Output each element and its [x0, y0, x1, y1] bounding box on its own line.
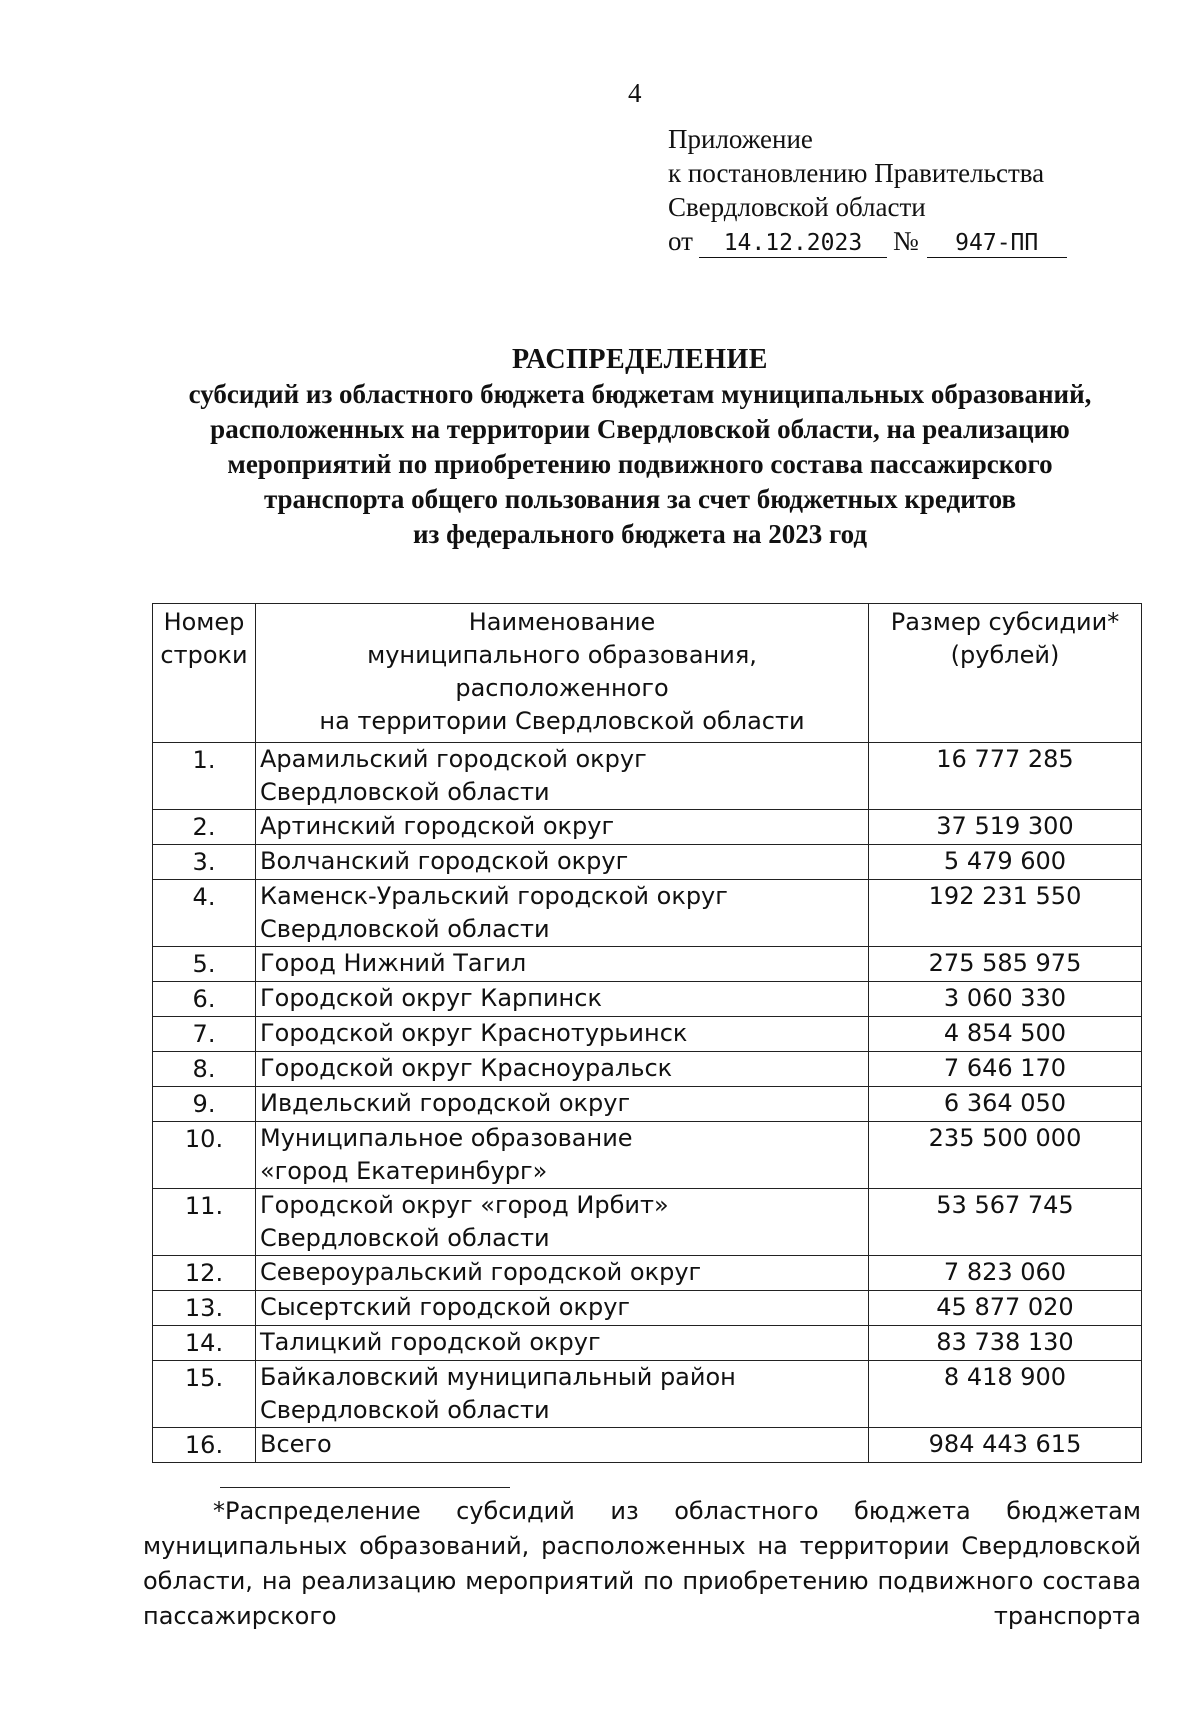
row-number: 5. — [153, 947, 256, 982]
header-subsidy-line-2: (рублей) — [950, 641, 1060, 669]
row-number: 2. — [153, 810, 256, 845]
resolution-number: 947-ПП — [927, 230, 1067, 258]
municipality-name-line-1: Североуральский городской округ — [260, 1258, 702, 1286]
appendix-dateline — [668, 224, 1067, 258]
appendix-line-3: Свердловской области — [668, 192, 926, 222]
municipality-name — [256, 810, 869, 845]
municipality-name — [256, 1122, 869, 1189]
table-row — [153, 1189, 1142, 1256]
header-municipality-line-2: муниципального образования, расположенного — [367, 641, 757, 702]
municipality-name-line-1: Городской округ Красноуральск — [260, 1054, 673, 1082]
municipality-name-line-1: Городской округ Карпинск — [260, 984, 602, 1012]
table-row — [153, 810, 1142, 845]
title-line-5: из федерального бюджета на 2023 год — [412, 519, 867, 549]
appendix-line-1: Приложение — [668, 124, 813, 154]
municipality-name — [256, 1052, 869, 1087]
subsidy-amount: 7 646 170 — [869, 1052, 1142, 1087]
table-row — [153, 1326, 1142, 1361]
subsidy-amount: 83 738 130 — [869, 1326, 1142, 1361]
table-row — [153, 845, 1142, 880]
appendix-block — [668, 122, 1067, 258]
subsidy-amount: 984 443 615 — [869, 1428, 1142, 1463]
table-row — [153, 880, 1142, 947]
municipality-name-line-1: Город Нижний Тагил — [260, 949, 527, 977]
title-line-3: мероприятий по приобретению подвижного состава пассажирского — [227, 449, 1053, 479]
subsidy-amount: 275 585 975 — [869, 947, 1142, 982]
municipality-name-line-1: Городской округ «город Ирбит» — [260, 1191, 669, 1219]
subsidy-amount: 53 567 745 — [869, 1189, 1142, 1256]
row-number: 7. — [153, 1017, 256, 1052]
header-municipality — [256, 604, 869, 743]
header-row-number — [153, 604, 256, 743]
municipality-name-line-2: Свердловской области — [260, 778, 550, 806]
municipality-name-line-1: Сысертский городской округ — [260, 1293, 631, 1321]
table-row — [153, 1291, 1142, 1326]
subsidy-amount: 5 479 600 — [869, 845, 1142, 880]
municipality-name — [256, 1189, 869, 1256]
table-row — [153, 1256, 1142, 1291]
municipality-name — [256, 845, 869, 880]
municipality-name-line-1: Всего — [260, 1430, 332, 1458]
table-row — [153, 1428, 1142, 1463]
row-number: 15. — [153, 1361, 256, 1428]
municipality-name-line-1: Городской округ Краснотурьинск — [260, 1019, 688, 1047]
subsidy-amount: 16 777 285 — [869, 743, 1142, 810]
row-number: 9. — [153, 1087, 256, 1122]
subsidy-amount: 45 877 020 — [869, 1291, 1142, 1326]
table-row — [153, 1122, 1142, 1189]
municipality-name — [256, 880, 869, 947]
footnote-rule — [220, 1487, 510, 1488]
municipality-name — [256, 1017, 869, 1052]
municipality-name-line-1: Талицкий городской округ — [260, 1328, 601, 1356]
page-number: 4 — [628, 78, 642, 108]
header-municipality-line-3: на территории Свердловской области — [319, 707, 805, 735]
title-line-2: расположенных на территории Свердловской области, на реализацию — [210, 414, 1070, 444]
row-number: 3. — [153, 845, 256, 880]
municipality-name — [256, 982, 869, 1017]
row-number: 14. — [153, 1326, 256, 1361]
municipality-name — [256, 1087, 869, 1122]
table-body — [153, 743, 1142, 1463]
municipality-name-line-1: Арамильский городской округ — [260, 745, 647, 773]
title-line-4: транспорта общего пользования за счет бюджетных кредитов — [263, 484, 1017, 514]
header-subsidy-line-1: Размер субсидии* — [890, 608, 1120, 636]
municipality-name-line-1: Муниципальное образование — [260, 1124, 633, 1152]
footnote: *Распределение субсидий из областного бюджета бюджетам муниципальных образований, расположенных на территории Свердловской области, на реализацию мероприятий по приобретению подвижного состава пассажирского транспорта — [143, 1497, 1141, 1630]
number-label: № — [892, 226, 919, 256]
header-row-number-line-1: Номер — [163, 608, 245, 636]
table-row — [153, 947, 1142, 982]
municipality-name-line-2: «город Екатеринбург» — [260, 1157, 548, 1185]
table-row — [153, 1052, 1142, 1087]
row-number: 13. — [153, 1291, 256, 1326]
municipality-name — [256, 1291, 869, 1326]
table-row — [153, 982, 1142, 1017]
subsidy-amount: 6 364 050 — [869, 1087, 1142, 1122]
table-row — [153, 1087, 1142, 1122]
subsidy-amount: 3 060 330 — [869, 982, 1142, 1017]
municipality-name-line-1: Байкаловский муниципальный район — [260, 1363, 736, 1391]
municipality-name-line-1: Ивдельский городской округ — [260, 1089, 631, 1117]
resolution-date: 14.12.2023 — [699, 230, 887, 258]
row-number: 10. — [153, 1122, 256, 1189]
municipality-name-line-1: Артинский городской округ — [260, 812, 615, 840]
row-number: 8. — [153, 1052, 256, 1087]
title-line-1: субсидий из областного бюджета бюджетам муниципальных образований, — [188, 379, 1092, 409]
table-row — [153, 743, 1142, 810]
municipality-name-line-1: Каменск-Уральский городской округ — [260, 882, 728, 910]
row-number: 12. — [153, 1256, 256, 1291]
subsidy-amount: 8 418 900 — [869, 1361, 1142, 1428]
municipality-name-line-2: Свердловской области — [260, 915, 550, 943]
from-label: от — [668, 226, 693, 256]
subsidy-amount: 235 500 000 — [869, 1122, 1142, 1189]
distribution-table — [152, 603, 1142, 1463]
subsidy-amount: 37 519 300 — [869, 810, 1142, 845]
municipality-name — [256, 1326, 869, 1361]
subsidy-amount: 192 231 550 — [869, 880, 1142, 947]
municipality-name — [256, 1361, 869, 1428]
row-number: 6. — [153, 982, 256, 1017]
municipality-name — [256, 947, 869, 982]
subsidy-amount: 4 854 500 — [869, 1017, 1142, 1052]
document-title — [0, 342, 1200, 552]
subsidy-amount: 7 823 060 — [869, 1256, 1142, 1291]
header-municipality-line-1: Наименование — [468, 608, 656, 636]
municipality-name — [256, 743, 869, 810]
municipality-name-line-2: Свердловской области — [260, 1224, 550, 1252]
municipality-name — [256, 1428, 869, 1463]
row-number: 11. — [153, 1189, 256, 1256]
title-main: РАСПРЕДЕЛЕНИЕ — [512, 344, 768, 375]
table-row — [153, 1361, 1142, 1428]
municipality-name-line-2: Свердловской области — [260, 1396, 550, 1424]
table-row — [153, 1017, 1142, 1052]
appendix-line-2: к постановлению Правительства — [668, 158, 1045, 188]
header-row-number-line-2: строки — [160, 641, 248, 669]
header-subsidy-amount — [869, 604, 1142, 743]
row-number: 1. — [153, 743, 256, 810]
table-header-row — [153, 604, 1142, 743]
row-number: 4. — [153, 880, 256, 947]
municipality-name — [256, 1256, 869, 1291]
row-number: 16. — [153, 1428, 256, 1463]
municipality-name-line-1: Волчанский городской округ — [260, 847, 629, 875]
